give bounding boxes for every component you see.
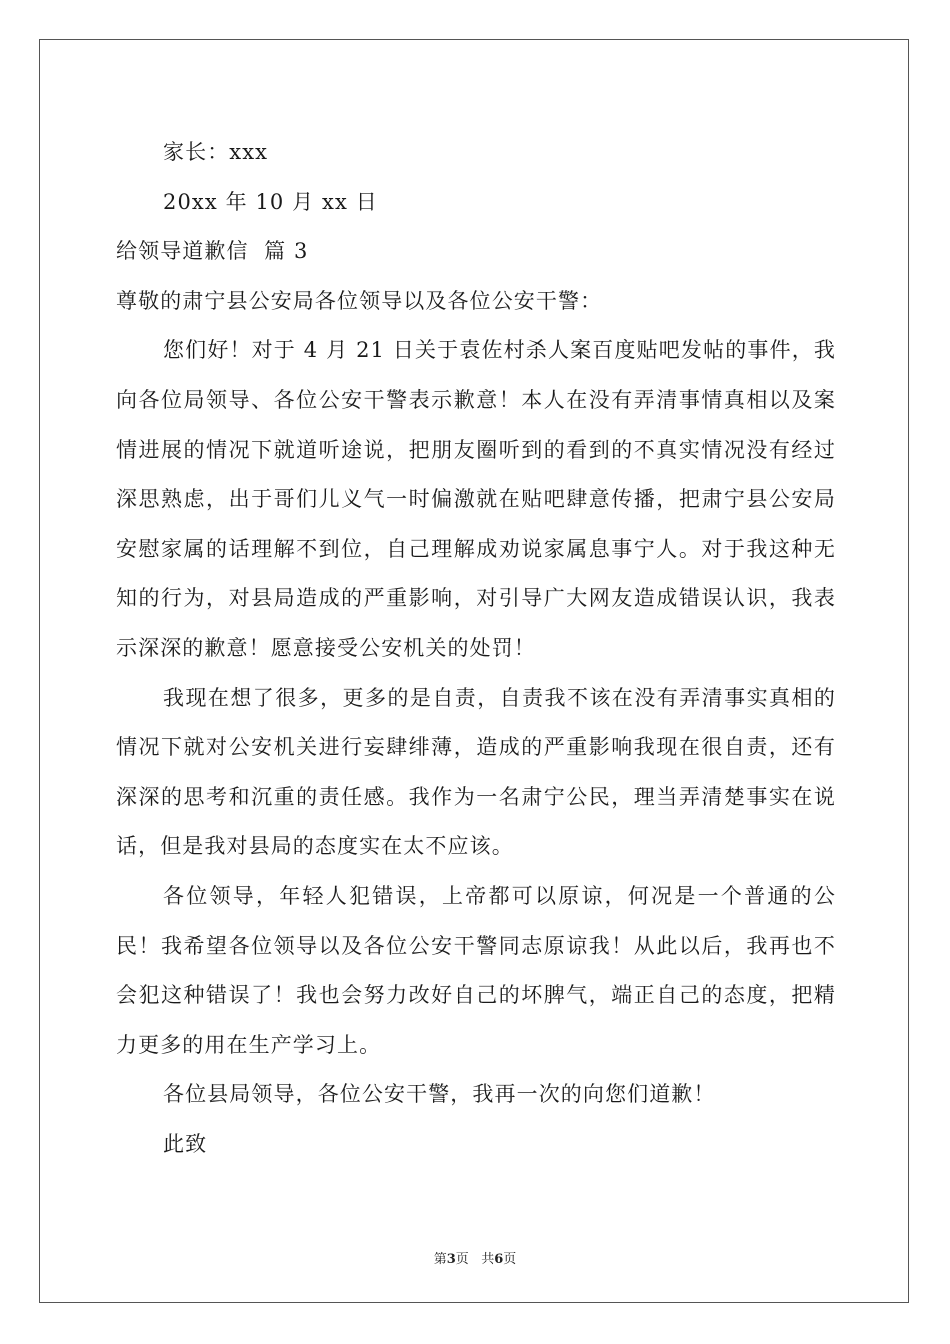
footer-prefix: 第 xyxy=(433,1252,447,1267)
document-body xyxy=(116,128,836,1169)
paragraph-4: 各位县局领导，各位公安干警，我再一次的向您们道歉！ xyxy=(163,1082,716,1107)
footer-page-suffix: 页 xyxy=(455,1252,469,1267)
footer-total-suffix: 页 xyxy=(503,1252,517,1267)
footer-page-number: 3 xyxy=(446,1252,456,1267)
section-title: 给领导道歉信 篇 3 xyxy=(116,239,309,264)
page-footer xyxy=(0,1248,950,1267)
date-line: 20xx 年 10 月 xx 日 xyxy=(163,189,378,214)
salutation: 尊敬的肃宁县公安局各位领导以及各位公安干警： xyxy=(116,288,603,313)
footer-total-pages: 6 xyxy=(494,1252,504,1267)
paragraph-3: 各位领导，年轻人犯错误，上帝都可以原谅，何况是一个普通的公民！我希望各位领导以及各位公安干警同志原谅我！从此以后，我再也不会犯这种错误了！我也会努力改好自己的坏脾气，端正自己的态度，把精力更多的用在生产学习上。 xyxy=(116,883,836,1057)
paragraph-1: 您们好！对于 4 月 21 日关于袁佐村杀人案百度贴吧发帖的事件，我向各位局领导、各位公安干警表示歉意！本人在没有弄清事情真相以及案情进展的情况下就道听途说，把朋友圈听到的看到的不真实情况没有经过深思熟虑，出于哥们儿义气一时偏激就在贴吧肆意传播，把肃宁县公安局安慰家属的话理解不到位，自己理解成劝说家属息事宁人。对于我这种无知的行为，对县局造成的严重影响，对引导广大网友造成错误认识，我表示深深的歉意！愿意接受公安机关的处罚！ xyxy=(116,338,836,660)
footer-total-prefix: 共 xyxy=(481,1252,495,1267)
closing: 此致 xyxy=(163,1131,208,1156)
signature-line: 家长：xxx xyxy=(163,140,269,164)
paragraph-2: 我现在想了很多，更多的是自责，自责我不该在没有弄清事实真相的情况下就对公安机关进行妄肆绯薄，造成的严重影响我现在很自责，还有深深的思考和沉重的责任感。我作为一名肃宁公民，理当弄清楚事实在说话，但是我对县局的态度实在太不应该。 xyxy=(116,685,836,859)
